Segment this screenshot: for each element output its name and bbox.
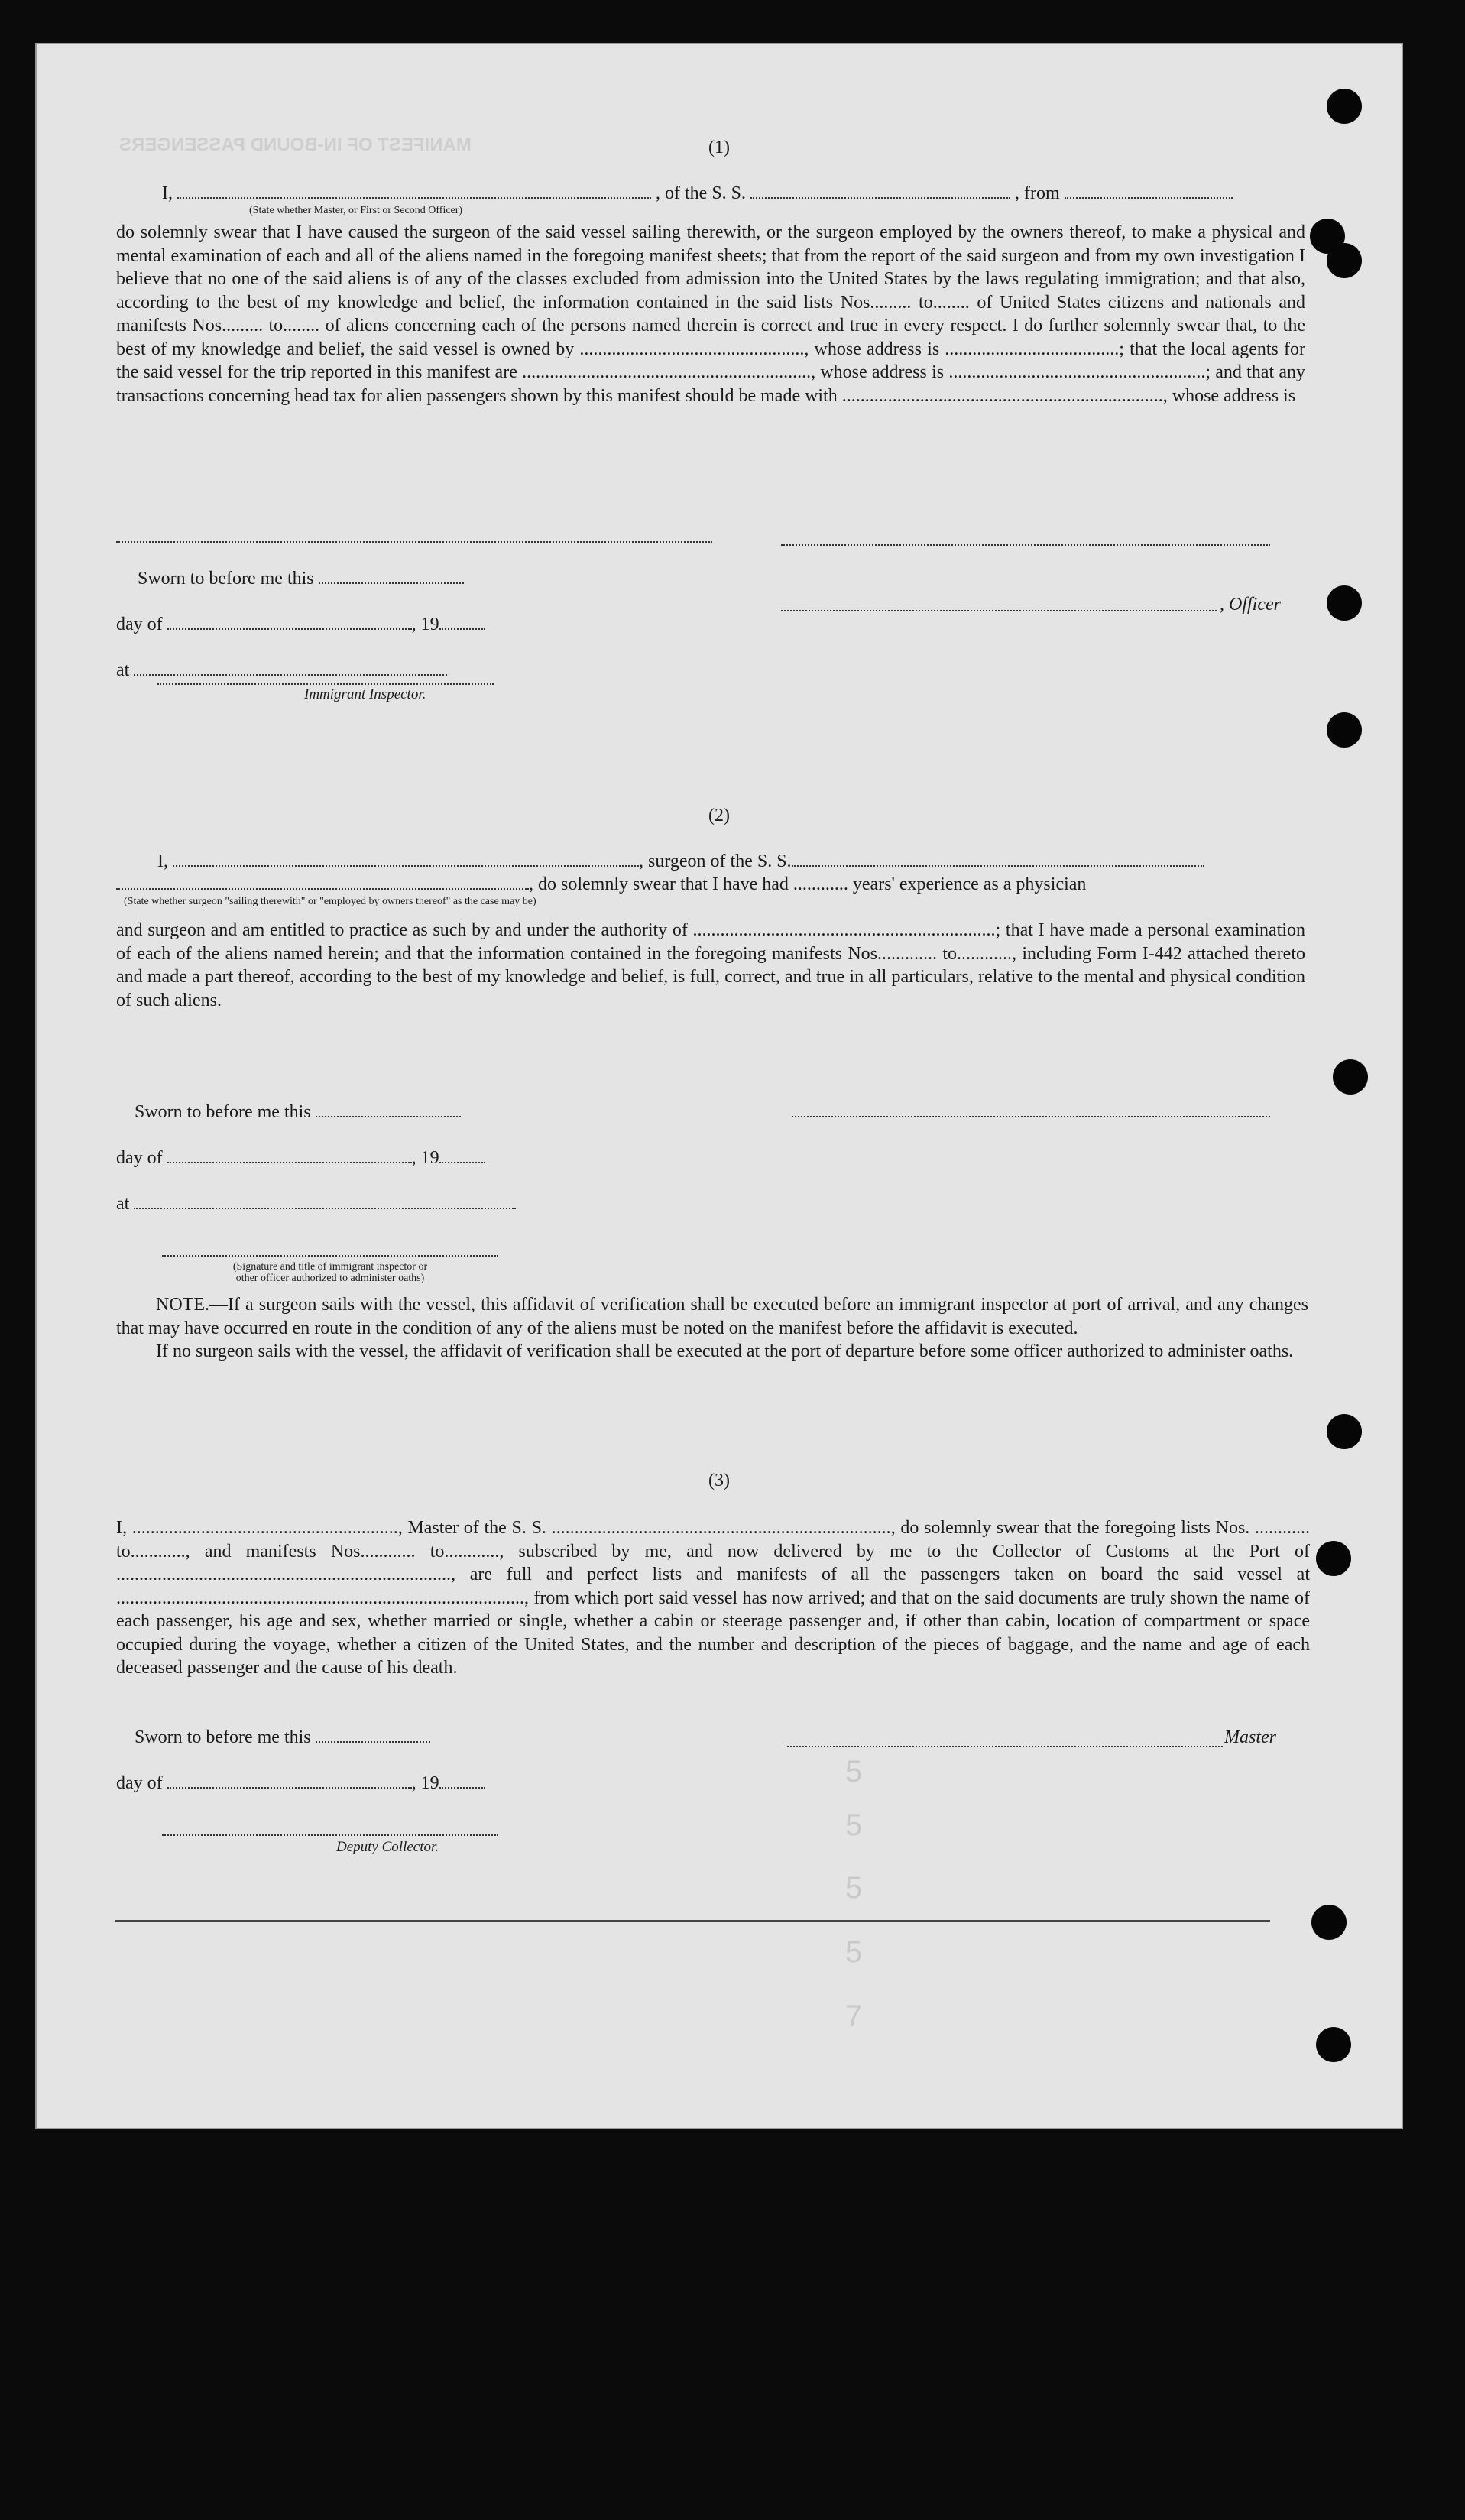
officer-signature-line-2 — [781, 610, 1217, 611]
section-3-sworn-label: Sworn to before me this — [135, 1727, 311, 1747]
punch-hole — [1327, 585, 1362, 621]
master-signature-line — [787, 1746, 1223, 1747]
section-1-day-label: day of — [116, 615, 163, 634]
section-1-year-label: , 19 — [411, 615, 439, 634]
blank-officer-rank — [177, 197, 651, 199]
officer-signature-line-1 — [781, 544, 1270, 546]
punch-hole — [1311, 1905, 1347, 1940]
note-text-1: —If a surgeon sails with the vessel, this affidavit of verification shall be executed before an immigrant inspector at port of arrival, and any changes that may have occurred en route in the condition of any of the aliens must be noted on the manifest before the affidavit is executed. — [116, 1295, 1308, 1338]
section-2-signature-caption — [162, 1261, 498, 1284]
blank-surgeon-vessel — [792, 865, 1204, 867]
bleed-through-mark: 5 — [845, 1808, 863, 1842]
punch-hole — [1316, 2027, 1351, 2062]
blank-sworn-date — [319, 582, 464, 584]
section-2-line1-start: I, — [157, 851, 168, 871]
blank-day-month — [167, 1787, 412, 1789]
section-1-oath-body — [116, 221, 1305, 407]
section-2-number: (2) — [708, 806, 730, 825]
master-caption: Master — [1224, 1727, 1276, 1747]
section-3-sworn-line — [135, 1727, 430, 1748]
section-2-note — [116, 1293, 1308, 1364]
officer-caption: , Officer — [1220, 595, 1281, 615]
section-1-at-line — [116, 660, 447, 681]
inspector-signature-line — [157, 683, 494, 685]
section-1-sworn-line — [138, 569, 464, 589]
blank-year — [439, 1162, 485, 1163]
blank-year — [439, 1787, 485, 1789]
blank-day-month — [167, 628, 412, 630]
immigrant-inspector-caption: Immigrant Inspector. — [304, 686, 426, 702]
blank-surgeon-status — [116, 888, 529, 890]
section-3-oath-body — [116, 1516, 1310, 1680]
blank-from-port — [1065, 197, 1233, 199]
section-2-first-line — [157, 851, 1204, 872]
note-paragraph-1 — [116, 1293, 1308, 1340]
section-2-sworn-label: Sworn to before me this — [135, 1102, 311, 1122]
document-page — [35, 43, 1403, 2129]
section-3-number: (3) — [708, 1471, 730, 1490]
blank-at-place — [134, 674, 447, 676]
signature-caption-line-2: other officer authorized to administer oaths) — [235, 1273, 425, 1284]
signature-caption-line-1: (Signature and title of immigrant inspector or — [232, 1261, 428, 1273]
section-1-rank-caption: (State whether Master, or First or Second Officer) — [249, 205, 463, 216]
section-3-day-label: day of — [116, 1773, 163, 1793]
punch-hole — [1333, 1059, 1368, 1095]
section-2-line1-mid: , surgeon of the S. S. — [639, 851, 792, 871]
note-paragraph-2: If no surgeon sails with the vessel, the affidavit of verification shall be executed at the port of departure before some officer authorized to administer oaths. — [156, 1341, 1294, 1361]
section-2-day-line — [116, 1148, 485, 1169]
bottom-divider — [115, 1920, 1270, 1922]
section-1-sworn-label: Sworn to before me this — [138, 569, 314, 589]
section-2-at-label: at — [116, 1194, 130, 1214]
punch-hole — [1316, 1541, 1351, 1576]
section-1-number: (1) — [708, 138, 730, 157]
surgeon-signature-line — [792, 1116, 1270, 1117]
bleed-through-mark: 5 — [845, 1871, 863, 1905]
punch-hole — [1327, 243, 1362, 278]
section-2-at-line — [116, 1194, 516, 1215]
section-1-line1-mid: , of the S. S. — [656, 183, 747, 203]
section-1-day-line — [116, 615, 485, 635]
section-1-line1-start: I, — [162, 183, 173, 203]
note-label: NOTE. — [156, 1295, 209, 1315]
bleed-through-text: MANIFEST OF IN-BOUND PASSENGERS — [119, 135, 472, 155]
section-2-status-caption: (State whether surgeon "sailing therewith" or "employed by owners thereof" as the case may be) — [124, 896, 536, 907]
deputy-collector-caption: Deputy Collector. — [336, 1839, 439, 1855]
section-1-line1-end: , from — [1015, 183, 1060, 203]
blank-vessel-name — [750, 197, 1010, 199]
punch-hole — [1327, 1414, 1362, 1449]
bleed-through-mark: 5 — [845, 1755, 863, 1789]
section-2-oath-body — [116, 919, 1305, 1012]
blank-surgeon-name — [173, 865, 639, 867]
blank-year — [439, 628, 485, 630]
punch-hole — [1327, 89, 1362, 124]
bleed-through-mark: 5 — [845, 1935, 863, 1969]
section-2-year-label: , 19 — [411, 1148, 439, 1168]
section-2-second-line — [116, 874, 1086, 895]
section-2-oath-text: and surgeon and am entitled to practice as such by and under the authority of ..................................................................; that I have made a personal examination of each of the aliens named herein; and that the information contained in the foregoing manifests Nos............. to............, including Form I-442 attached thereto and made a part thereof, according to the best of my knowledge and belief, is full, correct, and true in all particulars, relative to the mental and physical condition of such aliens. — [116, 920, 1305, 1010]
section-2-line2-mid: , do solemnly swear that I have had ............ years' experience as a physician — [529, 874, 1087, 894]
blank-head-tax-address — [116, 541, 712, 543]
bleed-through-mark: 7 — [845, 1999, 863, 2033]
blank-sworn-date — [316, 1116, 461, 1117]
section-3-oath-text: I, .........................................................., Master of the S. S. .........................................................................., do solemnly swear that the foregoing lists Nos. ............ to............, and manifests Nos............ to............, subscribed by me, and now delivered by me to the Collector of Customs at the Port of ........................................................................., are full and perfect lists and manifests of all the passengers taken on board the said vessel at ........................................................................................., from which port said vessel has now arrived; and that on the said documents are truly shown the name of each passenger, his age and sex, whether married or single, whether a cabin or steerage passenger and, if other than cabin, location of compartment or space occupied during the voyage, whether a citizen of the United States, and the number and description of the pieces of baggage, and the name and age of each deceased passenger and the cause of his death. — [116, 1518, 1310, 1678]
section-1-at-label: at — [116, 660, 130, 680]
section-3-day-line — [116, 1773, 485, 1794]
section-2-sworn-line — [135, 1102, 461, 1123]
section-2-day-label: day of — [116, 1148, 163, 1168]
collector-signature-line — [162, 1834, 498, 1836]
section-2-signature-line — [162, 1255, 498, 1257]
blank-at-place — [134, 1208, 516, 1209]
section-1-oath-text: do solemnly swear that I have caused the surgeon of the said vessel sailing therewith, or the surgeon employed by the owners thereof, to make a physical and mental examination of each and all of the aliens named in the foregoing manifest sheets; that from the report of the said surgeon and from my own investigation I believe that no one of the said aliens is of any of the classes excluded from admission into the United States by the laws regulating immigration; and that also, according to the best of my knowledge and belief, the information contained in the said lists Nos......... to........ of United States citizens and nationals and manifests Nos......... to........ of aliens concerning each of the persons named therein is correct and true in every respect. I do further solemnly swear that, to the best of my knowledge and belief, the said vessel is owned by ................................................., whose address is ......................................; that the local agents for the said vessel for the trip reported in this manifest are ..............................................................., whose address is ........................................................; and that any transactions concerning head tax for alien passengers shown by this manifest should be made with ......................................................................, whose address is — [116, 222, 1305, 406]
blank-sworn-date — [316, 1741, 430, 1743]
section-3-year-label: , 19 — [411, 1773, 439, 1793]
blank-day-month — [167, 1162, 412, 1163]
punch-hole — [1327, 712, 1362, 748]
section-1-first-line — [162, 183, 1233, 204]
